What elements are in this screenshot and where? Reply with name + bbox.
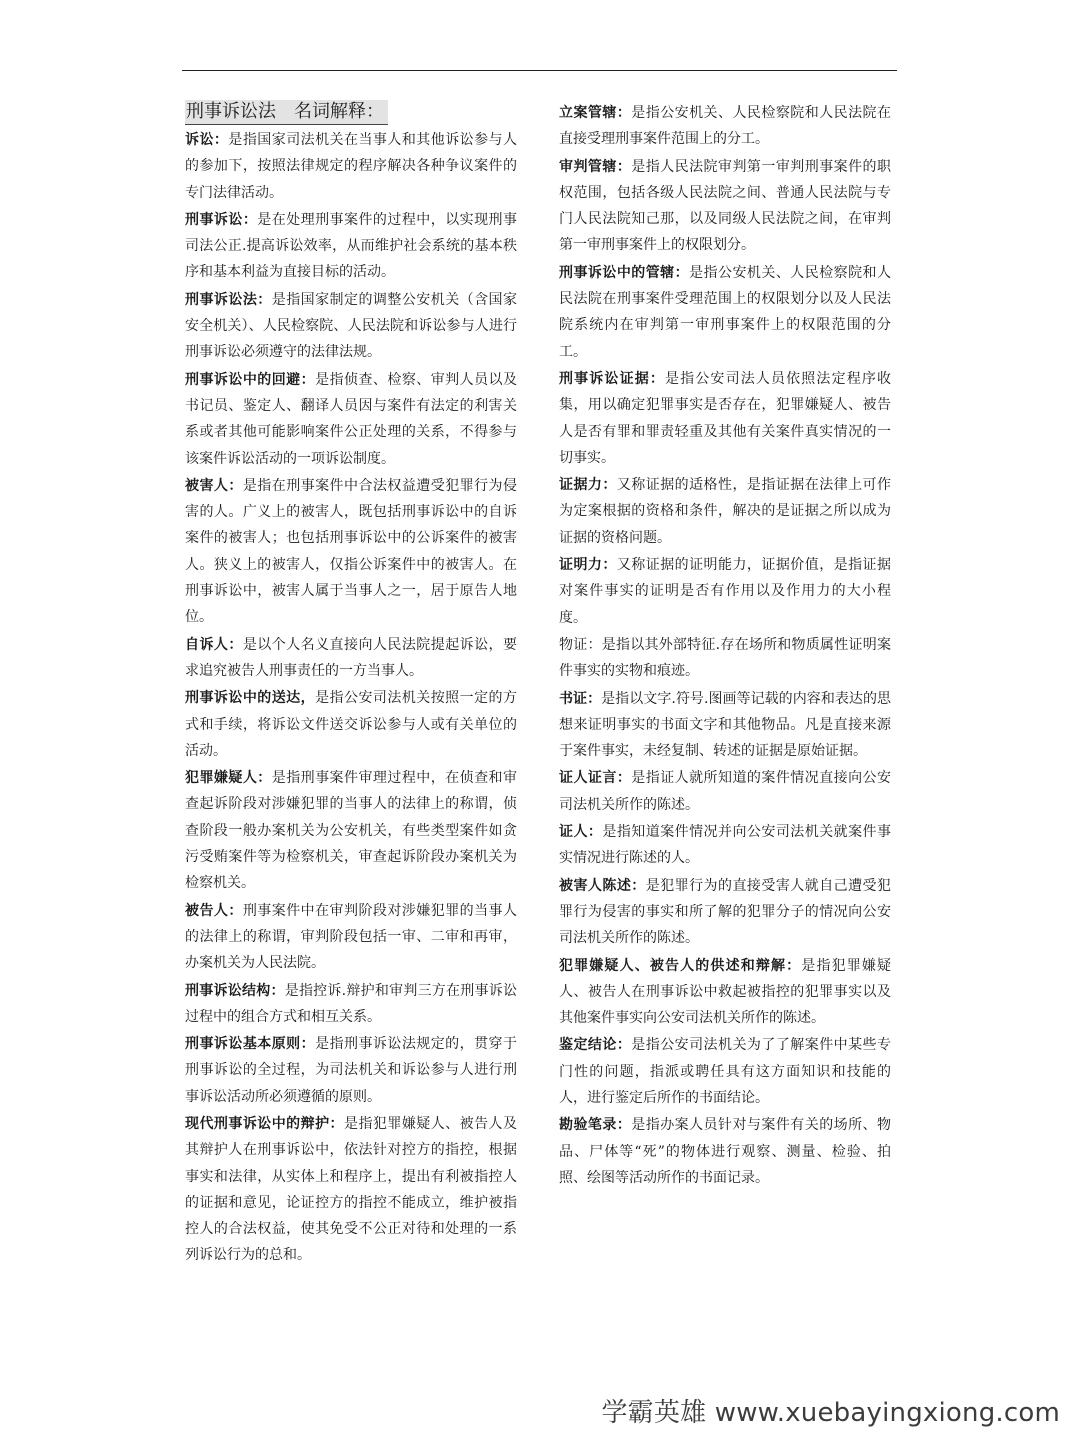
glossary-entry xyxy=(185,898,517,977)
entry-term: 刑事诉讼中的回避： xyxy=(185,371,316,388)
entry-definition: 物证：是指以其外部特征.存在场所和物质属性证明案件事实的实物和痕迹。 xyxy=(559,636,891,680)
glossary-entry xyxy=(185,765,517,896)
right-column xyxy=(559,100,891,1192)
glossary-entry xyxy=(185,367,517,472)
glossary-entry xyxy=(559,632,891,685)
glossary-entry xyxy=(185,473,517,631)
entry-term: 刑事诉讼基本原则： xyxy=(185,1036,316,1053)
entry-term: 被害人： xyxy=(185,477,243,494)
glossary-entry xyxy=(185,978,517,1031)
entry-definition: 是指证人就所知道的案件情况直接向公安司法机关所作的陈述。 xyxy=(559,770,892,813)
glossary-entry xyxy=(559,366,891,471)
glossary-entry xyxy=(559,765,891,818)
entry-term: 证据力： xyxy=(559,477,617,494)
entry-definition: 是指公安机关、人民检察院和人民法院在刑事案件受理范围上的权限划分以及人民法院系统内在审判第一审刑事案件上的权限范围的分工。 xyxy=(559,264,892,360)
entry-term: 犯罪嫌疑人： xyxy=(185,770,272,787)
entry-definition: 是指公安司法机关按照一定的方式和手续，将诉讼文件送交诉讼参与人或有关单位的活动。 xyxy=(185,690,518,759)
glossary-entry xyxy=(559,100,891,153)
entry-term: 犯罪嫌疑人、被告人的供述和辩解： xyxy=(559,957,802,974)
entry-term: 证人： xyxy=(559,824,603,841)
entry-definition: 刑事案件中在审判阶段对涉嫌犯罪的当事人的法律上的称谓，审判阶段包括一审、二审和再审，办案机关为人民法院。 xyxy=(185,902,518,972)
entry-definition: 是犯罪行为的直接受害人就自己遭受犯罪行为侵害的事实和所了解的犯罪分子的情况向公安司法机关所作的陈述。 xyxy=(559,877,892,947)
entry-definition: 是以个人名义直接向人民法院提起诉讼，要求追究被告人刑事责任的一方当事人。 xyxy=(185,636,518,679)
entry-definition: 是在处理刑事案件的过程中，以实现刑事司法公正.提高诉讼效率，从而维护社会系统的基本秩序和基本利益为直接目标的活动。 xyxy=(185,211,518,281)
glossary-entry xyxy=(559,154,891,259)
entry-definition: 是指刑事案件审理过程中，在侦查和审查起诉阶段对涉嫌犯罪的当事人的法律上的称谓，侦查阶段一般办案机关为公安机关，有些类型案件如贪污受贿案件等为检察机关，审查起诉阶段办案机关为检察机关。 xyxy=(185,770,518,892)
entry-term: 鉴定结论： xyxy=(559,1037,632,1054)
entry-definition: 是指知道案件情况并向公安司法机关就案件事实情况进行陈述的人。 xyxy=(559,824,892,867)
entry-definition: 是指公安司法机关为了了解案件中某些专门性的问题，指派或聘任具有这方面知识和技能的人，进行鉴定后所作的书面结论。 xyxy=(559,1037,892,1106)
glossary-entry xyxy=(559,1032,891,1111)
glossary-entry xyxy=(185,1031,517,1110)
glossary-entry xyxy=(185,685,517,764)
entry-definition: 是指国家制定的调整公安机关（含国家安全机关）、人民检察院、人民法院和诉讼参与人进行刑事诉讼必须遵守的法律法规。 xyxy=(185,291,518,361)
entry-term: 立案管辖： xyxy=(559,105,632,121)
entry-definition: 是指控诉.辩护和审判三方在刑事诉讼过程中的组合方式和相互关系。 xyxy=(185,982,518,1025)
entry-term: 被告人： xyxy=(185,902,243,919)
entry-definition: 是指公安机关、人民检察院和人民法院在直接受理刑事案件范围上的分工。 xyxy=(559,105,892,148)
entry-definition: 又称证据的适格性，是指证据在法律上可作为定案根据的资格和条件，解决的是证据之所以成为证据的资格问题。 xyxy=(559,477,892,546)
entry-term: 刑事诉讼中的管辖： xyxy=(559,264,690,281)
entry-term: 审判管辖： xyxy=(559,158,632,175)
entry-definition: 又称证据的证明能力，证据价值，是指证据对案件事实的证明是否有作用以及作用力的大小程度。 xyxy=(559,557,892,626)
glossary-entry xyxy=(185,287,517,366)
glossary-entry xyxy=(185,127,517,206)
header-rule xyxy=(182,70,897,71)
entry-definition: 是指国家司法机关在当事人和其他诉讼参与人的参加下，按照法律规定的程序解决各种争议案件的专门法律活动。 xyxy=(185,132,518,201)
glossary-entry xyxy=(559,953,891,1032)
entry-term: 刑事诉讼证据： xyxy=(559,370,665,387)
entry-definition: 是指以文字.符号.图画等记载的内容和表达的思想来证明事实的书面文字和其他物品。凡是直接来源于案件事实，未经复制、转述的证据是原始证据。 xyxy=(559,690,891,760)
entry-definition: 是指犯罪嫌疑人、被告人及其辩护人在刑事诉讼中，依法针对控方的指控，根据事实和法律，从实体上和程序上，提出有利被指控人的证据和意见，论证控方的指控不能成立，维护被指控人的合法权益，使其免受不公正对待和处理的一系列诉讼行为的总和。 xyxy=(185,1115,517,1264)
right-entries xyxy=(559,100,891,1191)
document-title: 刑事诉讼法 名词解释： xyxy=(185,100,388,125)
glossary-entry xyxy=(559,472,891,551)
entry-term: 刑事诉讼： xyxy=(185,211,258,228)
glossary-entry xyxy=(559,260,891,365)
entry-term: 刑事诉讼结构： xyxy=(185,982,285,999)
left-column xyxy=(185,100,517,1270)
entry-definition: 是指侦查、检察、审判人员以及书记员、鉴定人、翻译人员因与案件有法定的利害关系或者其他可能影响案件公正处理的关系，不得参与该案件诉讼活动的一项诉讼制度。 xyxy=(185,371,518,467)
glossary-entry xyxy=(559,1112,891,1191)
left-entries xyxy=(185,127,517,1269)
entry-definition: 是指公安司法人员依照法定程序收集，用以确定犯罪事实是否存在，犯罪嫌疑人、被告人是否有罪和罪责轻重及其他有关案件真实情况的一切事实。 xyxy=(559,370,891,466)
entry-definition: 是指办案人员针对与案件有关的场所、物品、尸体等“死”的物体进行观察、测量、检验、拍照、绘图等活动所作的书面记录。 xyxy=(559,1117,892,1186)
glossary-entry xyxy=(559,873,891,952)
entry-term: 刑事诉讼中的送达， xyxy=(185,690,316,707)
entry-term: 证人证言： xyxy=(559,770,632,787)
glossary-entry xyxy=(185,1111,517,1269)
glossary-entry xyxy=(185,632,517,685)
glossary-entry xyxy=(185,207,517,286)
glossary-entry xyxy=(559,686,891,765)
glossary-entry xyxy=(559,819,891,872)
entry-term: 勘验笔录： xyxy=(559,1117,632,1134)
site-watermark: 学霸英雄 www.xuebayingxiong.com xyxy=(601,1398,1060,1428)
entry-term: 证明力： xyxy=(559,557,617,574)
entry-term: 诉讼： xyxy=(185,132,229,148)
entry-term: 自诉人： xyxy=(185,636,243,653)
entry-term: 刑事诉讼法： xyxy=(185,291,272,308)
entry-definition: 是指人民法院审判第一审判刑事案件的职权范围，包括各级人民法院之间、普通人民法院与专门人民法院知己那，以及同级人民法院之间，在审判第一审刑事案件上的权限划分。 xyxy=(559,158,892,254)
entry-term: 被害人陈述： xyxy=(559,877,646,894)
entry-definition: 是指刑事诉讼法规定的，贯穿于刑事诉讼的全过程，为司法机关和诉讼参与人进行刑事诉讼活动所必须遵循的原则。 xyxy=(185,1036,518,1105)
glossary-entry xyxy=(559,552,891,631)
entry-definition: 是指犯罪嫌疑人、被告人在刑事诉讼中救起被指控的犯罪事实以及其他案件事实向公安司法机关所作的陈述。 xyxy=(559,957,892,1027)
entry-term: 书证： xyxy=(559,690,602,707)
entry-definition: 是指在刑事案件中合法权益遭受犯罪行为侵害的人。广义上的被害人，既包括刑事诉讼中的自诉案件的被害人；也包括刑事诉讼中的公诉案件的被害人。狭义上的被害人，仅指公诉案件中的被害人。在刑事诉讼中，被害人属于当事人之一，居于原告人地位。 xyxy=(185,477,518,626)
entry-term: 现代刑事诉讼中的辩护： xyxy=(185,1115,344,1132)
